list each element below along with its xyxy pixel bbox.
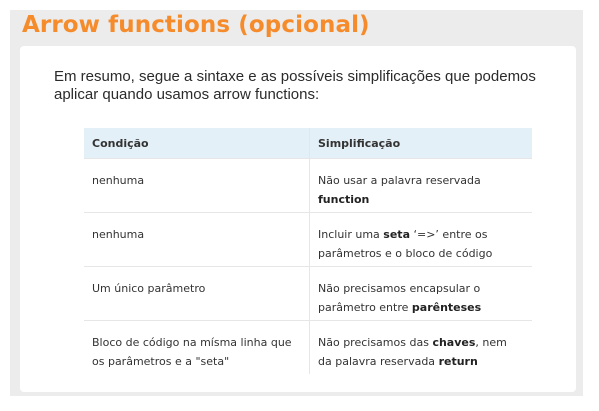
header-simplification: Simplificação	[310, 128, 533, 159]
header-condition: Condição	[84, 128, 310, 159]
simplification-cell	[310, 159, 533, 213]
slide-frame	[10, 10, 583, 396]
condition-cell: Bloco de código na mísma linha que os parâmetros e a "seta"	[84, 321, 310, 375]
table-row	[84, 159, 532, 213]
cell-text-cont: , nem da palavra reservada	[318, 336, 507, 368]
cell-text: Não precisamos encapsular o parâmetro entre	[318, 282, 481, 314]
cell-keyword: parênteses	[411, 301, 482, 314]
condition-cell: nenhuma	[84, 159, 310, 213]
table-header-row	[84, 128, 532, 159]
simplification-cell	[310, 213, 533, 267]
cell-text: Não usar a palavra reservada	[318, 174, 481, 187]
content-card	[20, 46, 576, 392]
cell-keyword: function	[318, 193, 370, 206]
simplification-cell	[310, 321, 533, 375]
simplification-cell	[310, 267, 533, 321]
table-row	[84, 267, 532, 321]
cell-text: Incluir uma	[318, 228, 380, 241]
simplification-table	[84, 128, 532, 374]
slide-title: Arrow functions (opcional)	[22, 12, 370, 38]
cell-keyword: chaves	[432, 336, 476, 349]
cell-text-cont: ‘=>’ entre os parâmetros e o bloco de código	[318, 228, 493, 260]
cell-keyword-2: return	[438, 355, 478, 368]
cell-text: Não precisamos das	[318, 336, 429, 349]
table-row	[84, 321, 532, 375]
cell-keyword: seta	[383, 228, 410, 241]
intro-paragraph: Em resumo, segue a sintaxe e as possíveis simplificações que podemos aplicar quando usamos arrow functions:	[54, 68, 536, 103]
condition-cell: nenhuma	[84, 213, 310, 267]
table-row	[84, 213, 532, 267]
condition-cell: Um único parâmetro	[84, 267, 310, 321]
